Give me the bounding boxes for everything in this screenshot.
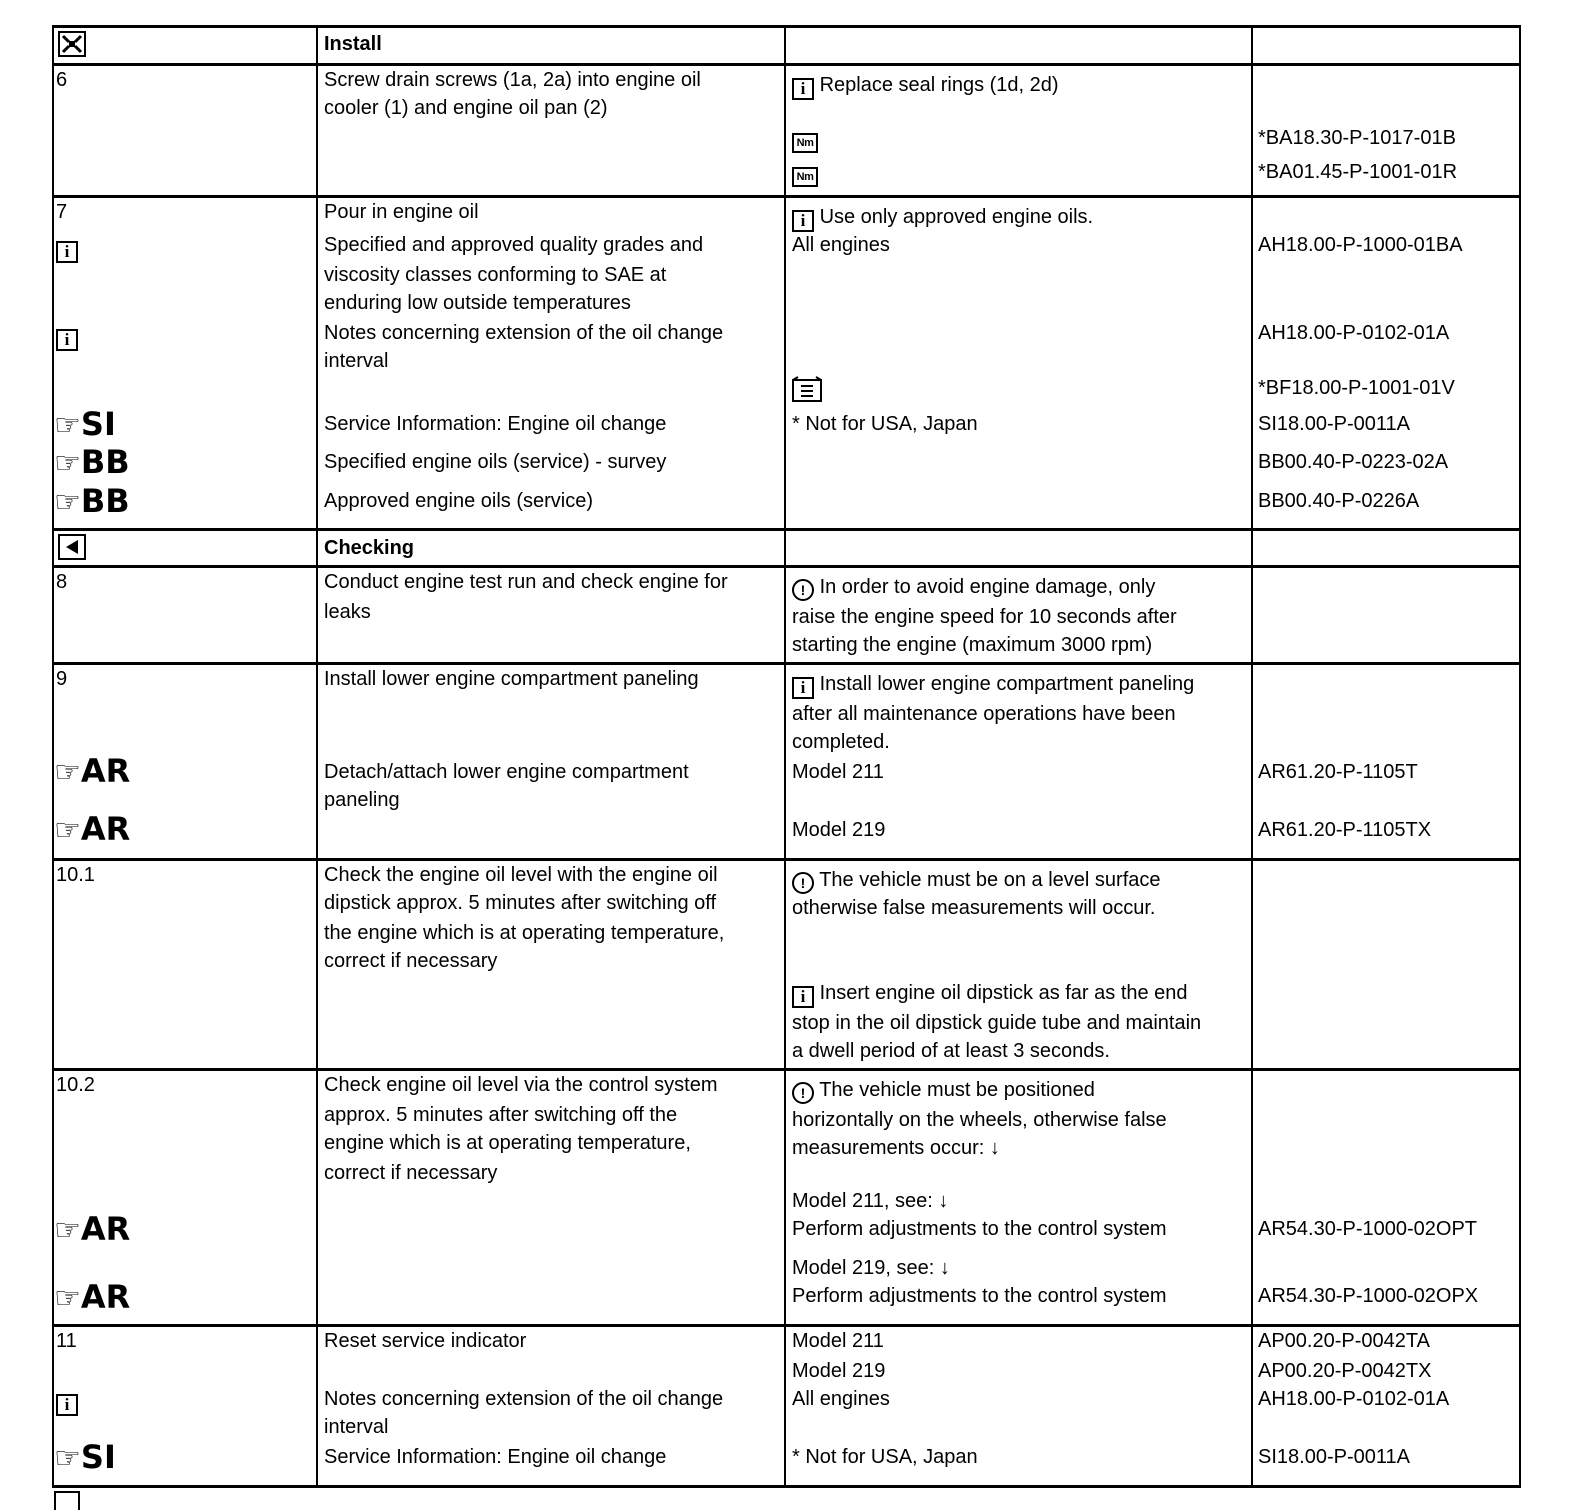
step-6-row [52,63,1521,195]
info-icon: i [792,78,814,100]
step-number: 6 [56,69,68,91]
info-icon: i [56,241,78,263]
model-label: Model 211 [792,1330,884,1352]
step-desc-line: approx. 5 minutes after switching off the [324,1104,678,1126]
note-text: Use only approved engine oils. [819,206,1094,228]
reference-link[interactable]: AP00.20-P-0042TA [1258,1330,1430,1352]
model-see: Model 219, see: ↓ [792,1257,950,1279]
note-line: i Install lower engine compartment paneling [792,670,1194,699]
grades-scope: All engines [792,234,890,256]
step-number: 9 [56,668,68,690]
step-10-1-row [52,858,1521,1068]
step-desc-line: cooler (1) and engine oil pan (2) [324,97,608,119]
capacity-icon [792,376,822,407]
step-9-row [52,662,1521,858]
reference-link[interactable]: AH18.00-P-1000-01BA [1258,234,1463,256]
ar-reference-icon: ☞AR [54,810,131,848]
note-line: stop in the oil dipstick guide tube and maintain [792,1012,1202,1034]
si-text: Service Information: Engine oil change [324,1446,667,1468]
note-line: completed. [792,731,890,753]
si-scope: * Not for USA, Japan [792,1446,978,1468]
info-icon: i [792,986,814,1008]
step-desc: Reset service indicator [324,1330,527,1352]
reference-link[interactable]: AH18.00-P-0102-01A [1258,322,1450,344]
ext-line: interval [324,350,389,372]
step-number: 10.1 [56,864,95,886]
info-icon: i [56,329,78,351]
model-label: Model 219 [792,819,886,841]
grades-line: viscosity classes conforming to SAE at [324,264,667,286]
model-see: Model 211, see: ↓ [792,1190,949,1212]
ext-scope: All engines [792,1388,890,1410]
info-icon-row [56,234,78,263]
ext-line: Notes concerning extension of the oil change [324,1388,724,1410]
bb-text: Specified engine oils (service) - survey [324,451,667,473]
warning-line: ! In order to avoid engine damage, only [792,573,1155,601]
ext-line: Notes concerning extension of the oil change [324,322,724,344]
perform-text: Perform adjustments to the control system [792,1285,1167,1307]
step-7-row [52,195,1521,528]
install-section-header [52,25,1521,63]
grades-line: enduring low outside temperatures [324,292,631,314]
reference-link[interactable]: AP00.20-P-0042TX [1258,1360,1432,1382]
grades-line: Specified and approved quality grades and [324,234,704,256]
step-desc-line: dipstick approx. 5 minutes after switching off [324,892,717,914]
detach-line: paneling [324,789,400,811]
note-line: after all maintenance operations have been [792,703,1176,725]
step-desc-line: correct if necessary [324,1162,498,1184]
step-number: 8 [56,571,68,593]
reference-link[interactable]: *BA18.30-P-1017-01B [1258,127,1456,149]
step-desc-line: Check engine oil level via the control system [324,1074,718,1096]
note-line: a dwell period of at least 3 seconds. [792,1040,1110,1062]
step-desc-line: leaks [324,601,371,623]
info-icon-row [56,322,78,351]
perform-text: Perform adjustments to the control system [792,1218,1167,1240]
reference-link[interactable]: AR61.20-P-1105TX [1258,819,1432,841]
step-number: 11 [56,1330,77,1352]
checking-section-header [52,528,1521,565]
step-desc-line: the engine which is at operating temperature, [324,922,725,944]
step-note [792,203,1093,232]
torque-icon: Nm [792,124,818,153]
reference-link[interactable]: AH18.00-P-0102-01A [1258,1388,1450,1410]
bb-reference-icon: ☞BB [54,482,130,520]
si-scope: * Not for USA, Japan [792,413,978,435]
si-reference-icon: ☞SI [54,1438,116,1476]
reference-link[interactable]: AR54.30-P-1000-02OPX [1258,1285,1479,1307]
reference-link[interactable]: SI18.00-P-0011A [1258,1446,1410,1468]
reference-link[interactable]: AR54.30-P-1000-02OPT [1258,1218,1478,1240]
install-icon [58,31,86,62]
reference-link[interactable]: BB00.40-P-0223-02A [1258,451,1449,473]
step-desc-line: Screw drain screws (1a, 2a) into engine oil [324,69,701,91]
ar-reference-icon: ☞AR [54,752,131,790]
checking-icon [58,534,86,565]
step-desc: Pour in engine oil [324,201,479,223]
step-8-row [52,565,1521,662]
ext-line: interval [324,1416,389,1438]
step-desc-line: correct if necessary [324,950,498,972]
si-reference-icon: ☞SI [54,405,116,443]
step-10-2-row [52,1068,1521,1324]
ar-reference-icon: ☞AR [54,1210,131,1248]
info-icon: i [792,210,814,232]
warning-line: measurements occur: ↓ [792,1137,1000,1159]
ar-reference-icon: ☞AR [54,1278,131,1316]
torque-icon: Nm [792,158,818,187]
reference-link[interactable]: AR61.20-P-1105T [1258,761,1418,783]
warning-line: raise the engine speed for 10 seconds after [792,606,1177,628]
reference-link[interactable]: *BA01.45-P-1001-01R [1258,161,1458,183]
step-number: 7 [56,201,68,223]
warning-icon: ! [792,579,814,601]
warning-line: ! The vehicle must be on a level surface [792,866,1161,894]
warning-line: otherwise false measurements will occur. [792,897,1156,919]
service-procedure-table [52,25,1521,1510]
install-heading: Install [324,33,382,55]
step-number: 10.2 [56,1074,95,1096]
warning-icon: ! [792,872,814,894]
note-text: Replace seal rings (1d, 2d) [819,74,1059,96]
warning-icon: ! [792,1082,814,1104]
si-text: Service Information: Engine oil change [324,413,667,435]
step-desc-line: Conduct engine test run and check engine for [324,571,728,593]
bb-text: Approved engine oils (service) [324,490,594,512]
info-icon-row [56,1387,78,1416]
step-desc: Install lower engine compartment paneling [324,668,699,690]
reference-link[interactable]: *BF18.00-P-1001-01V [1258,377,1455,399]
reference-link[interactable]: BB00.40-P-0226A [1258,490,1420,512]
step-desc-line: engine which is at operating temperature, [324,1132,691,1154]
step-note [792,71,1059,100]
reference-link[interactable]: SI18.00-P-0011A [1258,413,1410,435]
warning-line: starting the engine (maximum 3000 rpm) [792,634,1153,656]
detach-line: Detach/attach lower engine compartment [324,761,689,783]
warning-line: ! The vehicle must be positioned [792,1076,1095,1104]
info-icon: i [56,1394,78,1416]
model-label: Model 211 [792,761,884,783]
warning-line: horizontally on the wheels, otherwise false [792,1109,1167,1131]
note-line: i Insert engine oil dipstick as far as the end [792,979,1188,1008]
info-icon: i [792,677,814,699]
model-label: Model 219 [792,1360,886,1382]
step-11-row [52,1324,1521,1488]
step-desc-line: Check the engine oil level with the engine oil [324,864,718,886]
bb-reference-icon: ☞BB [54,443,130,481]
checking-heading: Checking [324,537,415,559]
next-section-icon-partial [54,1491,80,1510]
